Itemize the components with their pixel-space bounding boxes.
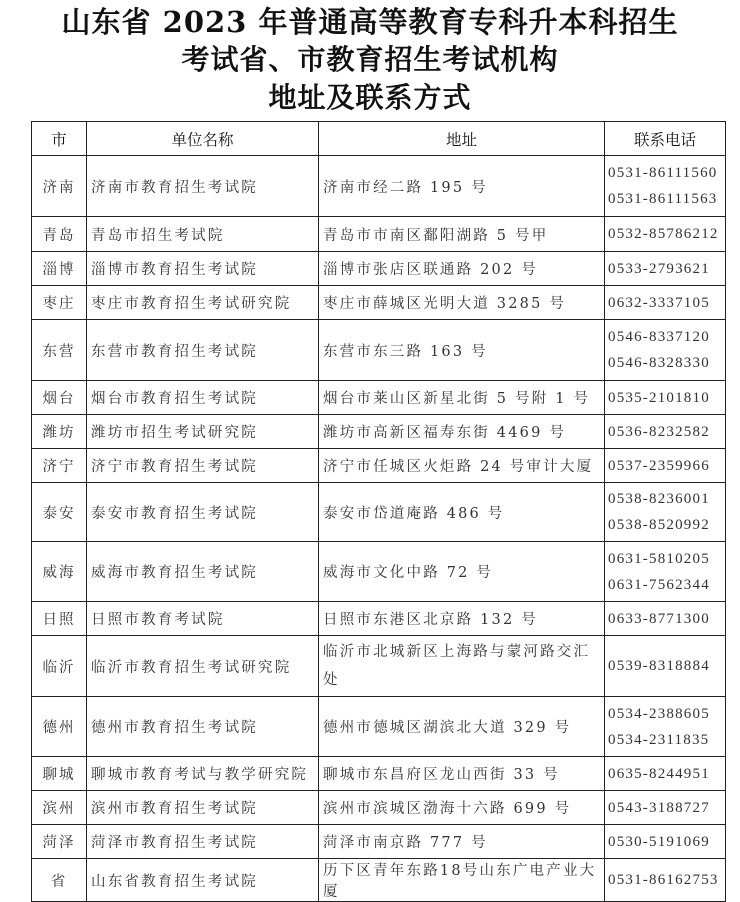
table-row [32,252,726,286]
cell-phone [605,252,726,286]
cell-city: 滨州 [32,791,87,825]
cell-unit-name: 东营市教育招生考试院 [87,320,319,381]
cell-phone [605,757,726,791]
table-body [32,156,726,902]
cell-unit-name: 青岛市招生考试院 [87,217,319,252]
phone-number: 0537-2359966 [608,457,710,474]
cell-address: 菏泽市南京路 777 号 [319,825,605,859]
phone-number: 0538-8520992 [608,517,710,533]
cell-city: 济宁 [32,449,87,483]
phone-number: 0531-86111560 [608,165,718,181]
cell-address: 济南市经二路 195 号 [319,156,605,217]
cell-phone [605,602,726,636]
table-row [32,602,726,636]
cell-address: 滨州市滨城区渤海十六路 699 号 [319,791,605,825]
cell-phone [605,825,726,859]
header-phone: 联系电话 [605,122,726,156]
cell-city: 聊城 [32,757,87,791]
cell-unit-name: 烟台市教育招生考试院 [87,381,319,415]
cell-address: 东营市东三路 163 号 [319,320,605,381]
cell-address: 济宁市任城区火炬路 24 号审计大厦 [319,449,605,483]
table-header [32,122,726,156]
cell-address: 烟台市莱山区新星北街 5 号附 1 号 [319,381,605,415]
cell-unit-name: 济南市教育招生考试院 [87,156,319,217]
cell-unit-name: 淄博市教育招生考试院 [87,252,319,286]
phone-number: 0632-3337105 [608,294,710,311]
phone-number: 0533-2793621 [608,260,710,277]
cell-phone [605,217,726,252]
table-row [32,636,726,697]
cell-unit-name: 潍坊市招生考试研究院 [87,415,319,449]
header-unit-name: 单位名称 [87,122,319,156]
cell-city: 潍坊 [32,415,87,449]
table-row [32,791,726,825]
table-row [32,757,726,791]
phone-number: 0635-8244951 [608,765,710,782]
cell-unit-name: 德州市教育招生考试院 [87,697,319,757]
cell-unit-name: 山东省教育招生考试院 [87,859,319,902]
phone-number: 0539-8318884 [608,658,710,674]
cell-phone [605,859,726,902]
cell-city: 省 [32,859,87,902]
table-row [32,156,726,217]
table-row [32,415,726,449]
cell-city: 威海 [32,542,87,602]
contact-table [31,121,726,902]
cell-address: 泰安市岱道庵路 486 号 [319,483,605,542]
cell-city: 日照 [32,602,87,636]
cell-address: 日照市东港区北京路 132 号 [319,602,605,636]
cell-city: 临沂 [32,636,87,697]
phone-number: 0531-86111563 [608,191,718,207]
phone-number: 0532-85786212 [608,226,719,242]
cell-unit-name: 枣庄市教育招生考试研究院 [87,286,319,320]
table-row [32,542,726,602]
cell-phone [605,636,726,697]
cell-phone [605,320,726,381]
table-row [32,320,726,381]
cell-address: 潍坊市高新区福寿东街 4469 号 [319,415,605,449]
table-row [32,449,726,483]
header-city: 市 [32,122,87,156]
cell-city: 菏泽 [32,825,87,859]
cell-address: 德州市德城区湖滨北大道 329 号 [319,697,605,757]
cell-phone [605,156,726,217]
table-row [32,825,726,859]
table-row [32,483,726,542]
cell-city: 泰安 [32,483,87,542]
cell-address: 历下区青年东路18号山东广电产业大厦 [319,859,605,902]
cell-address: 青岛市市南区鄱阳湖路 5 号甲 [319,217,605,252]
cell-city: 德州 [32,697,87,757]
phone-number: 0631-5810205 [608,550,710,567]
cell-city: 东营 [32,320,87,381]
phone-number: 0538-8236001 [608,491,710,507]
header-row [32,122,726,156]
cell-address: 淄博市张店区联通路 202 号 [319,252,605,286]
phone-number: 0633-8771300 [608,610,710,627]
document-title-line-2: 考试省、市教育招生考试机构 [181,43,559,76]
cell-phone [605,791,726,825]
cell-phone [605,381,726,415]
cell-city: 淄博 [32,252,87,286]
document-title-line-3: 地址及联系方式 [268,81,472,114]
phone-number: 0530-5191069 [608,833,710,850]
cell-unit-name: 菏泽市教育招生考试院 [87,825,319,859]
cell-phone [605,415,726,449]
table-row [32,697,726,757]
cell-address: 威海市文化中路 72 号 [319,542,605,602]
document-title-line-1: 山东省 2023 年普通高等教育专科升本科招生 [61,5,679,39]
cell-unit-name: 威海市教育招生考试院 [87,542,319,602]
cell-phone [605,697,726,757]
phone-number: 0535-2101810 [608,389,710,406]
cell-city: 济南 [32,156,87,217]
cell-unit-name: 济宁市教育招生考试院 [87,449,319,483]
phone-number: 0546-8337120 [608,329,710,345]
phone-number: 0536-8232582 [608,423,710,440]
phone-number: 0534-2311835 [608,731,710,748]
phone-number: 0531-86162753 [608,872,719,888]
phone-number: 0546-8328330 [608,355,710,371]
cell-address: 临沂市北城新区上海路与蒙河路交汇处 [319,636,605,697]
cell-unit-name: 滨州市教育招生考试院 [87,791,319,825]
table-row [32,286,726,320]
cell-unit-name: 聊城市教育考试与教学研究院 [87,757,319,791]
phone-number: 0534-2388605 [608,705,710,722]
table-row [32,381,726,415]
phone-number: 0631-7562344 [608,576,710,593]
cell-unit-name: 泰安市教育招生考试院 [87,483,319,542]
cell-address: 枣庄市薛城区光明大道 3285 号 [319,286,605,320]
cell-city: 青岛 [32,217,87,252]
cell-city: 枣庄 [32,286,87,320]
header-address: 地址 [319,122,605,156]
cell-phone [605,542,726,602]
phone-number: 0543-3188727 [608,799,710,816]
table-row [32,859,726,902]
cell-unit-name: 临沂市教育招生考试研究院 [87,636,319,697]
cell-city: 烟台 [32,381,87,415]
table-row [32,217,726,252]
cell-unit-name: 日照市教育考试院 [87,602,319,636]
cell-address: 聊城市东昌府区龙山西街 33 号 [319,757,605,791]
cell-phone [605,483,726,542]
cell-phone [605,286,726,320]
cell-phone [605,449,726,483]
